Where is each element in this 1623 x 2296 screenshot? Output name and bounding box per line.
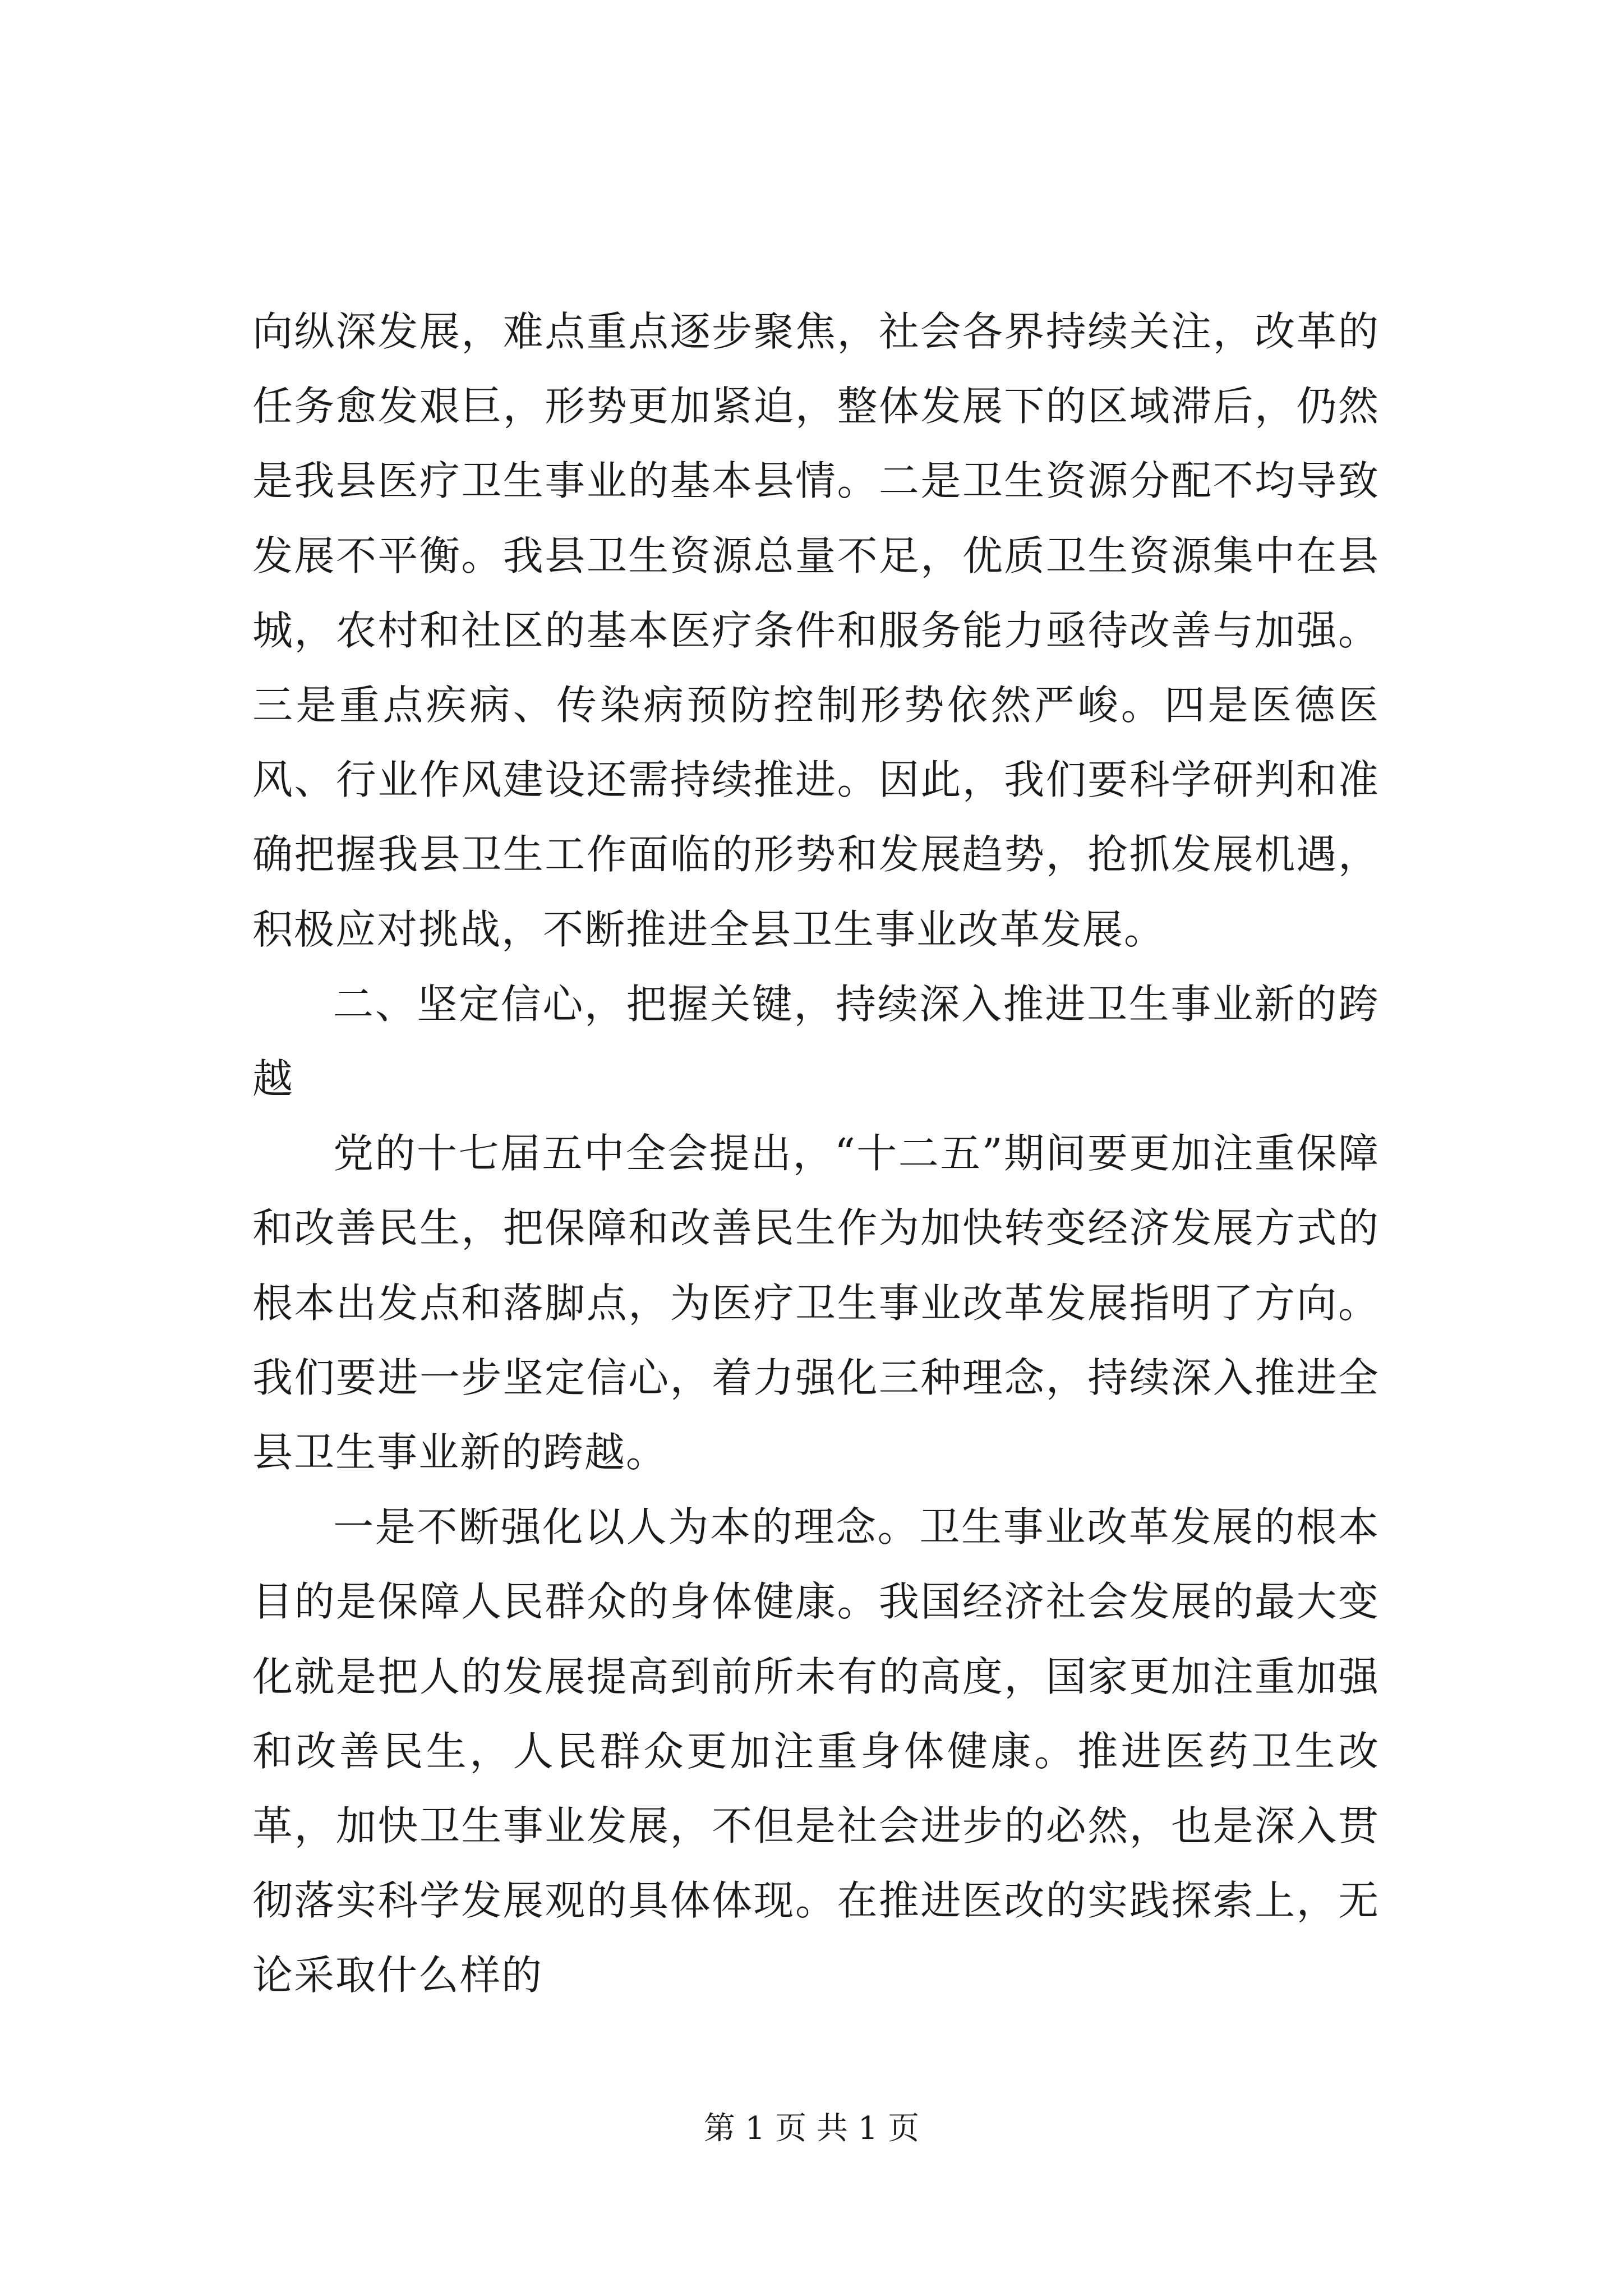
page-footer: 第 1 页 共 1 页: [703, 2110, 920, 2147]
paragraph-2: 党的十七届五中全会提出，“十二五”期间要更加注重保障和改善民生，把保障和改善民生作为加快转变经济发展方式的根本出发点和落脚点，为医疗卫生事业改革发展指明了方向。我们要进一步坚定信心，着力强化三种理念，持续深入推进全县卫生事业新的跨越。: [252, 1130, 1380, 1476]
section-heading: 二、坚定信心，把握关键，持续深入推进卫生事业新的跨越: [252, 980, 1380, 1103]
document-body: [252, 295, 1380, 2013]
paragraph-1: 向纵深发展，难点重点逐步聚焦，社会各界持续关注，改革的任务愈发艰巨，形势更加紧迫，整体发展下的区域滞后，仍然是我县医疗卫生事业的基本县情。二是卫生资源分配不均导致发展不平衡。我县卫生资源总量不足，优质卫生资源集中在县城，农村和社区的基本医疗条件和服务能力亟待改善与加强。三是重点疾病、传染病预防控制形势依然严峻。四是医德医风、行业作风建设还需持续推进。因此，我们要科学研判和准确把握我县卫生工作面临的形势和发展趋势，抢抓发展机遇，积极应对挑战，不断推进全县卫生事业改革发展。: [252, 308, 1380, 953]
paragraph-3: 一是不断强化以人为本的理念。卫生事业改革发展的根本目的是保障人民群众的身体健康。我国经济社会发展的最大变化就是把人的发展提高到前所未有的高度，国家更加注重加强和改善民生，人民群众更加注重身体健康。推进医药卫生改革，加快卫生事业发展，不但是社会进步的必然，也是深入贯彻落实科学发展观的具体体现。在推进医改的实践探索上，无论采取什么样的: [252, 1503, 1380, 1999]
